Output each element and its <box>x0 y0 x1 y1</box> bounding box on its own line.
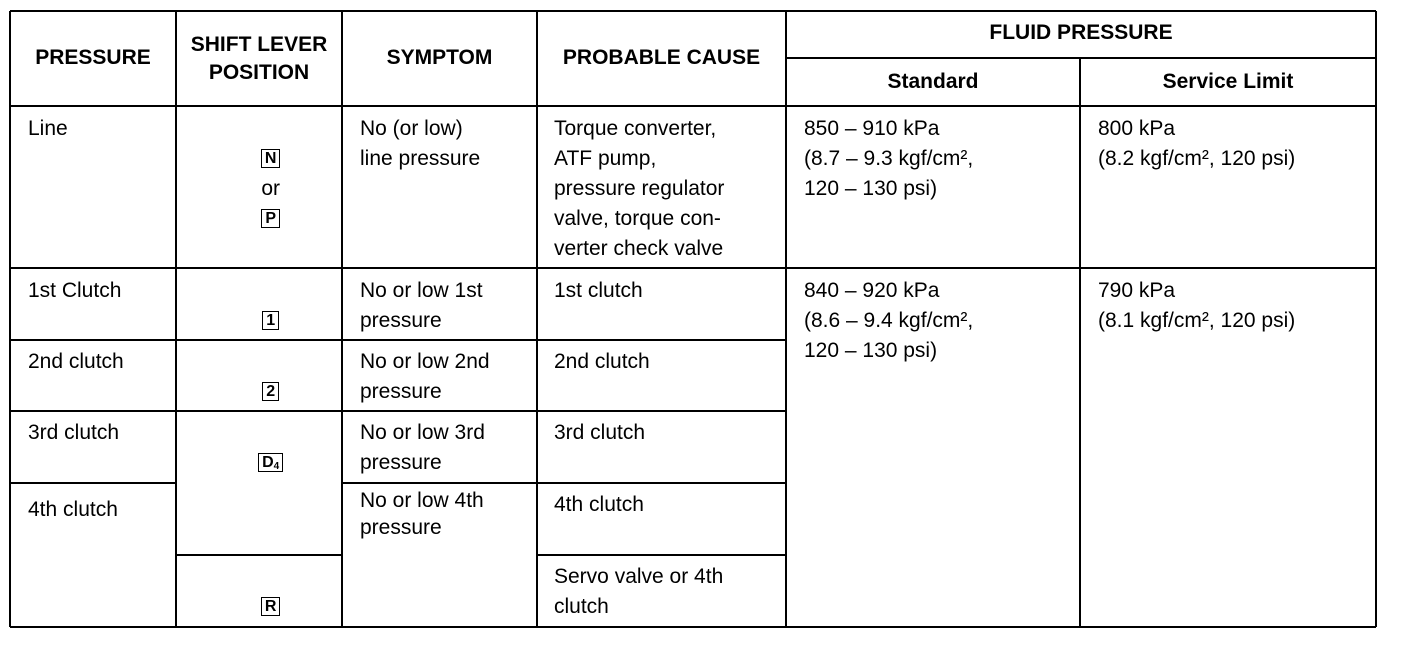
header-service-limit: Service Limit <box>1162 70 1294 93</box>
table-row-line-symptom: No (or low) line pressure <box>360 117 481 170</box>
table-row-1st-cause: 1st clutch <box>554 279 643 302</box>
table-row-line-position <box>176 114 342 264</box>
table-row-r-cause: Servo valve or 4th clutch <box>554 565 724 618</box>
table-row-4th-symptom: No or low 4th pressure <box>360 489 484 539</box>
header-shift-lever-position: SHIFT LEVER POSITION <box>190 33 328 84</box>
selector-d4-sub: 4 <box>273 461 280 472</box>
table-row-line-pressure: Line <box>28 117 68 140</box>
table-row-line-cause: Torque converter, ATF pump, pressure regulator valve, torque con- verter check valve <box>554 117 725 260</box>
selector-d4-letter: D <box>262 454 274 471</box>
table-row-2nd-pressure: 2nd clutch <box>28 350 124 373</box>
selector-p-icon: P <box>261 209 280 228</box>
header-pressure: PRESSURE <box>35 46 151 69</box>
position-joiner: or <box>261 177 281 200</box>
selector-r-icon: R <box>261 597 281 616</box>
table-row-4th-pressure: 4th clutch <box>28 498 118 521</box>
table-row-1st-pressure: 1st Clutch <box>28 279 122 302</box>
header-probable-cause: PROBABLE CAUSE <box>562 46 761 69</box>
clutch-group-service-limit: 790 kPa (8.1 kgf/cm², 120 psi) <box>1098 279 1296 332</box>
selector-1-icon: 1 <box>262 311 279 330</box>
selector-d4-icon <box>258 453 283 472</box>
header-fluid-pressure: FLUID PRESSURE <box>989 21 1173 44</box>
header-standard: Standard <box>887 70 979 93</box>
table-row-1st-symptom: No or low 1st pressure <box>360 279 483 332</box>
selector-2-icon: 2 <box>262 382 279 401</box>
table-row-line-service-limit: 800 kPa (8.2 kgf/cm², 120 psi) <box>1098 117 1296 170</box>
table-row-3rd-pressure: 3rd clutch <box>28 421 120 444</box>
table-row-4th-cause: 4th clutch <box>554 493 644 516</box>
header-symptom: SYMPTOM <box>386 46 493 69</box>
table-row-3rd-cause: 3rd clutch <box>554 421 646 444</box>
table-row-line-standard: 850 – 910 kPa (8.7 – 9.3 kgf/cm², 120 – 130 psi) <box>804 117 974 200</box>
table-row-3rd-symptom: No or low 3rd pressure <box>360 421 485 474</box>
selector-n-icon: N <box>261 149 281 168</box>
table-row-2nd-cause: 2nd clutch <box>554 350 650 373</box>
table-row-r-position <box>176 562 342 652</box>
table-row-3rd-position <box>176 418 342 508</box>
table-row-2nd-symptom: No or low 2nd pressure <box>360 350 490 403</box>
clutch-group-standard: 840 – 920 kPa (8.6 – 9.4 kgf/cm², 120 – 130 psi) <box>804 279 974 362</box>
